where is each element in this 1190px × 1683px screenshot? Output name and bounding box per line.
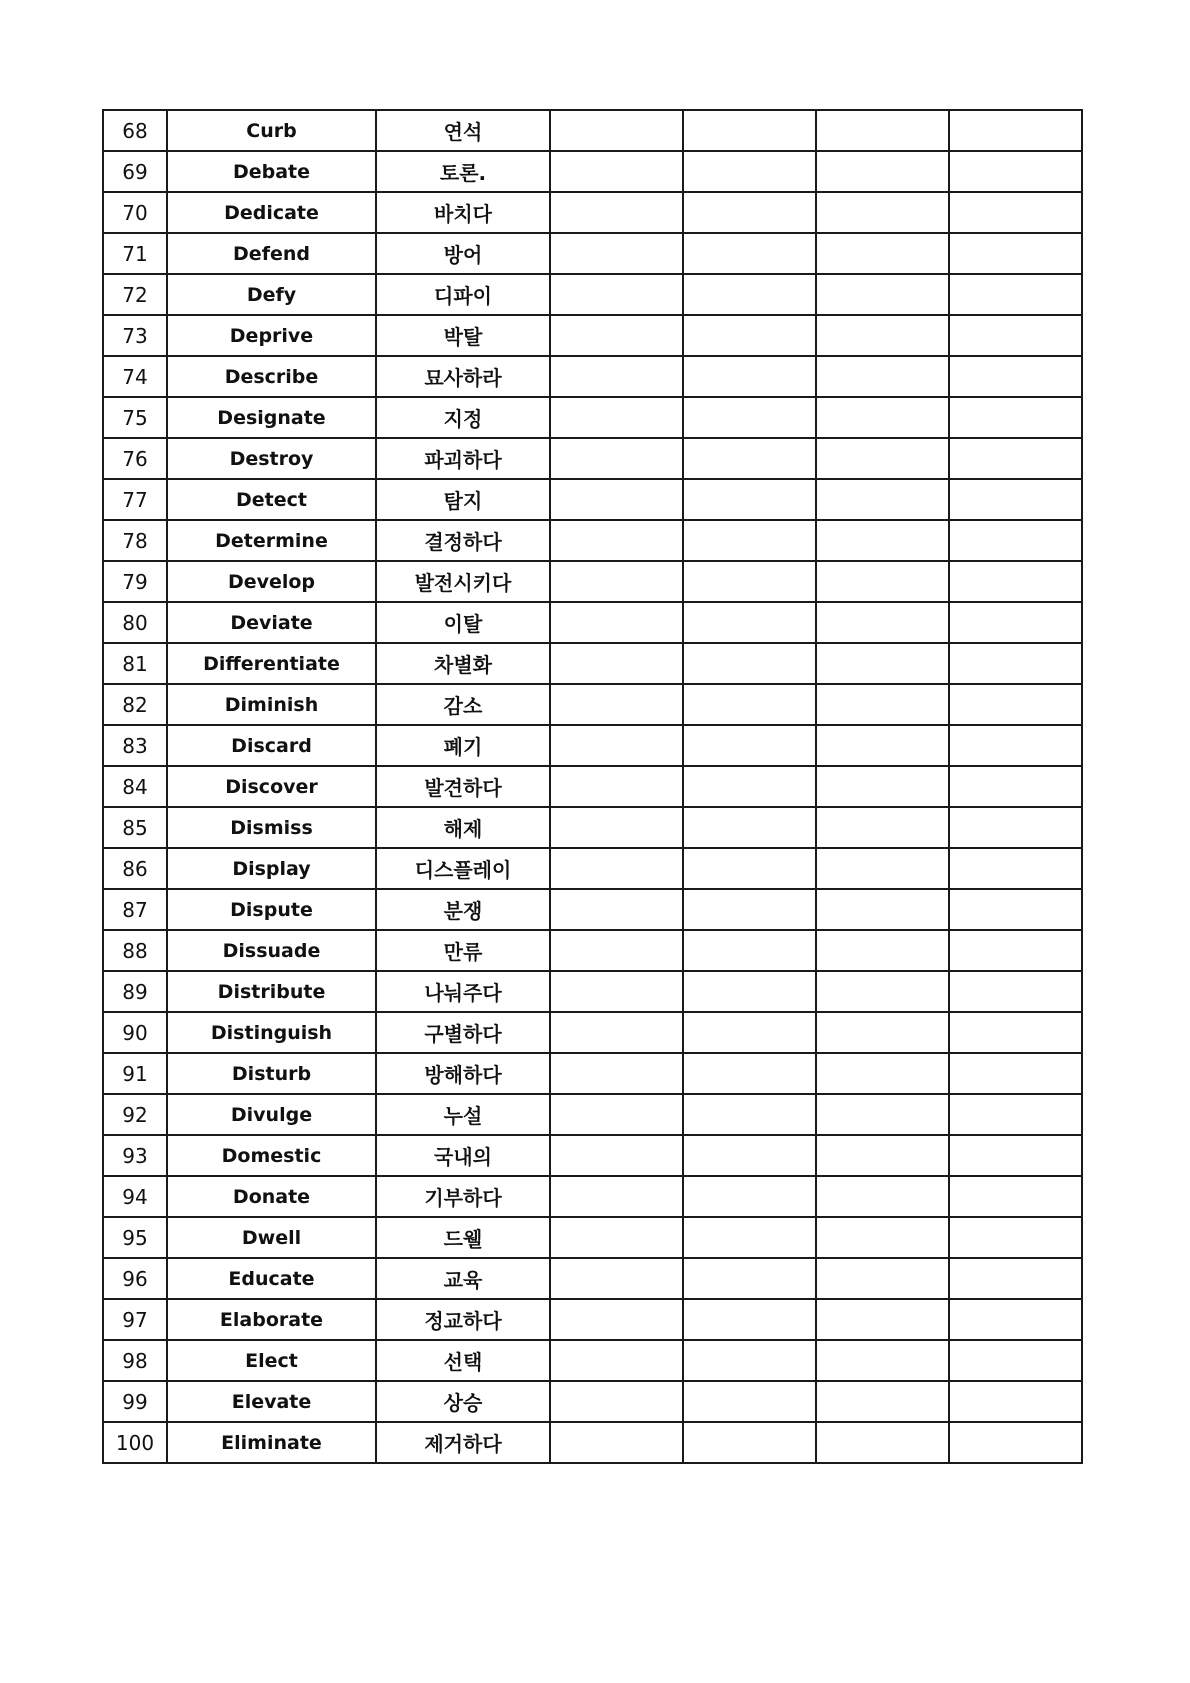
row-number: 79: [103, 561, 167, 602]
blank-practice-cell: [949, 479, 1082, 520]
blank-practice-cell: [816, 1135, 949, 1176]
english-word: Discover: [167, 766, 376, 807]
blank-practice-cell: [949, 602, 1082, 643]
blank-practice-cell: [816, 971, 949, 1012]
blank-practice-cell: [683, 1012, 816, 1053]
table-row: [103, 479, 1082, 520]
blank-practice-cell: [683, 1299, 816, 1340]
korean-meaning: 파괴하다: [376, 438, 550, 479]
row-number: 86: [103, 848, 167, 889]
english-word: Dwell: [167, 1217, 376, 1258]
blank-practice-cell: [683, 684, 816, 725]
table-row: [103, 233, 1082, 274]
blank-practice-cell: [949, 848, 1082, 889]
blank-practice-cell: [683, 889, 816, 930]
korean-meaning: 디파이: [376, 274, 550, 315]
english-word: Elaborate: [167, 1299, 376, 1340]
korean-meaning: 발전시키다: [376, 561, 550, 602]
korean-meaning: 차별화: [376, 643, 550, 684]
row-number: 95: [103, 1217, 167, 1258]
blank-practice-cell: [550, 848, 683, 889]
row-number: 99: [103, 1381, 167, 1422]
table-row: [103, 110, 1082, 151]
blank-practice-cell: [949, 684, 1082, 725]
blank-practice-cell: [949, 643, 1082, 684]
table-row: [103, 397, 1082, 438]
blank-practice-cell: [683, 1258, 816, 1299]
english-word: Divulge: [167, 1094, 376, 1135]
korean-meaning: 구별하다: [376, 1012, 550, 1053]
blank-practice-cell: [949, 1135, 1082, 1176]
table-row: [103, 1176, 1082, 1217]
table-row: [103, 1258, 1082, 1299]
blank-practice-cell: [683, 766, 816, 807]
blank-practice-cell: [683, 561, 816, 602]
blank-practice-cell: [683, 356, 816, 397]
blank-practice-cell: [816, 1258, 949, 1299]
blank-practice-cell: [816, 110, 949, 151]
english-word: Develop: [167, 561, 376, 602]
blank-practice-cell: [949, 1258, 1082, 1299]
blank-practice-cell: [683, 807, 816, 848]
english-word: Domestic: [167, 1135, 376, 1176]
korean-meaning: 묘사하라: [376, 356, 550, 397]
korean-meaning: 누설: [376, 1094, 550, 1135]
english-word: Diminish: [167, 684, 376, 725]
blank-practice-cell: [816, 479, 949, 520]
blank-practice-cell: [949, 1094, 1082, 1135]
blank-practice-cell: [949, 315, 1082, 356]
blank-practice-cell: [683, 1135, 816, 1176]
blank-practice-cell: [683, 1340, 816, 1381]
blank-practice-cell: [683, 315, 816, 356]
english-word: Elect: [167, 1340, 376, 1381]
korean-meaning: 선택: [376, 1340, 550, 1381]
blank-practice-cell: [949, 561, 1082, 602]
blank-practice-cell: [949, 110, 1082, 151]
blank-practice-cell: [949, 397, 1082, 438]
blank-practice-cell: [816, 1381, 949, 1422]
korean-meaning: 디스플레이: [376, 848, 550, 889]
english-word: Dispute: [167, 889, 376, 930]
english-word: Dissuade: [167, 930, 376, 971]
table-row: [103, 1422, 1082, 1463]
blank-practice-cell: [550, 561, 683, 602]
blank-practice-cell: [550, 356, 683, 397]
blank-practice-cell: [816, 561, 949, 602]
table-row: [103, 1053, 1082, 1094]
blank-practice-cell: [816, 233, 949, 274]
blank-practice-cell: [683, 971, 816, 1012]
korean-meaning: 연석: [376, 110, 550, 151]
blank-practice-cell: [816, 1012, 949, 1053]
blank-practice-cell: [550, 971, 683, 1012]
blank-practice-cell: [683, 274, 816, 315]
blank-practice-cell: [683, 725, 816, 766]
blank-practice-cell: [949, 1381, 1082, 1422]
blank-practice-cell: [816, 930, 949, 971]
row-number: 72: [103, 274, 167, 315]
blank-practice-cell: [949, 889, 1082, 930]
blank-practice-cell: [949, 520, 1082, 561]
blank-practice-cell: [816, 725, 949, 766]
blank-practice-cell: [550, 1176, 683, 1217]
blank-practice-cell: [550, 684, 683, 725]
blank-practice-cell: [550, 397, 683, 438]
table-row: [103, 725, 1082, 766]
table-row: [103, 561, 1082, 602]
blank-practice-cell: [816, 848, 949, 889]
table-row: [103, 1094, 1082, 1135]
english-word: Describe: [167, 356, 376, 397]
blank-practice-cell: [683, 397, 816, 438]
blank-practice-cell: [816, 1094, 949, 1135]
table-row: [103, 971, 1082, 1012]
blank-practice-cell: [550, 807, 683, 848]
blank-practice-cell: [816, 684, 949, 725]
blank-practice-cell: [949, 356, 1082, 397]
korean-meaning: 감소: [376, 684, 550, 725]
blank-practice-cell: [550, 315, 683, 356]
blank-practice-cell: [683, 1053, 816, 1094]
table-row: [103, 889, 1082, 930]
blank-practice-cell: [550, 274, 683, 315]
english-word: Defy: [167, 274, 376, 315]
row-number: 81: [103, 643, 167, 684]
row-number: 87: [103, 889, 167, 930]
blank-practice-cell: [550, 1422, 683, 1463]
blank-practice-cell: [816, 1053, 949, 1094]
table-row: [103, 356, 1082, 397]
blank-practice-cell: [949, 192, 1082, 233]
table-row: [103, 151, 1082, 192]
blank-practice-cell: [683, 1217, 816, 1258]
blank-practice-cell: [683, 438, 816, 479]
row-number: 74: [103, 356, 167, 397]
blank-practice-cell: [550, 725, 683, 766]
table-row: [103, 602, 1082, 643]
blank-practice-cell: [816, 1176, 949, 1217]
row-number: 83: [103, 725, 167, 766]
english-word: Elevate: [167, 1381, 376, 1422]
korean-meaning: 발견하다: [376, 766, 550, 807]
blank-practice-cell: [550, 1299, 683, 1340]
blank-practice-cell: [683, 848, 816, 889]
row-number: 88: [103, 930, 167, 971]
blank-practice-cell: [550, 1381, 683, 1422]
blank-practice-cell: [550, 643, 683, 684]
blank-practice-cell: [550, 1135, 683, 1176]
blank-practice-cell: [816, 274, 949, 315]
english-word: Distinguish: [167, 1012, 376, 1053]
table-row: [103, 643, 1082, 684]
blank-practice-cell: [550, 1258, 683, 1299]
english-word: Differentiate: [167, 643, 376, 684]
korean-meaning: 제거하다: [376, 1422, 550, 1463]
row-number: 71: [103, 233, 167, 274]
row-number: 100: [103, 1422, 167, 1463]
blank-practice-cell: [949, 725, 1082, 766]
korean-meaning: 기부하다: [376, 1176, 550, 1217]
blank-practice-cell: [949, 438, 1082, 479]
blank-practice-cell: [816, 1299, 949, 1340]
row-number: 82: [103, 684, 167, 725]
vocabulary-table-body: [103, 110, 1082, 1463]
korean-meaning: 상승: [376, 1381, 550, 1422]
blank-practice-cell: [683, 602, 816, 643]
blank-practice-cell: [683, 1381, 816, 1422]
english-word: Curb: [167, 110, 376, 151]
blank-practice-cell: [550, 1012, 683, 1053]
blank-practice-cell: [683, 110, 816, 151]
blank-practice-cell: [550, 1094, 683, 1135]
table-row: [103, 438, 1082, 479]
row-number: 91: [103, 1053, 167, 1094]
table-row: [103, 807, 1082, 848]
blank-practice-cell: [949, 1012, 1082, 1053]
blank-practice-cell: [550, 110, 683, 151]
english-word: Destroy: [167, 438, 376, 479]
blank-practice-cell: [816, 151, 949, 192]
english-word: Disturb: [167, 1053, 376, 1094]
korean-meaning: 해제: [376, 807, 550, 848]
korean-meaning: 국내의: [376, 1135, 550, 1176]
blank-practice-cell: [816, 1217, 949, 1258]
korean-meaning: 교육: [376, 1258, 550, 1299]
table-row: [103, 520, 1082, 561]
blank-practice-cell: [949, 971, 1082, 1012]
row-number: 73: [103, 315, 167, 356]
blank-practice-cell: [949, 274, 1082, 315]
blank-practice-cell: [949, 1053, 1082, 1094]
blank-practice-cell: [683, 930, 816, 971]
table-row: [103, 1299, 1082, 1340]
blank-practice-cell: [949, 930, 1082, 971]
table-row: [103, 930, 1082, 971]
row-number: 93: [103, 1135, 167, 1176]
table-row: [103, 1217, 1082, 1258]
row-number: 77: [103, 479, 167, 520]
english-word: Dismiss: [167, 807, 376, 848]
blank-practice-cell: [816, 643, 949, 684]
table-row: [103, 1135, 1082, 1176]
blank-practice-cell: [550, 766, 683, 807]
row-number: 80: [103, 602, 167, 643]
row-number: 94: [103, 1176, 167, 1217]
row-number: 98: [103, 1340, 167, 1381]
row-number: 75: [103, 397, 167, 438]
row-number: 78: [103, 520, 167, 561]
english-word: Deviate: [167, 602, 376, 643]
blank-practice-cell: [816, 766, 949, 807]
blank-practice-cell: [949, 766, 1082, 807]
row-number: 97: [103, 1299, 167, 1340]
blank-practice-cell: [816, 889, 949, 930]
blank-practice-cell: [550, 192, 683, 233]
blank-practice-cell: [683, 520, 816, 561]
table-row: [103, 848, 1082, 889]
blank-practice-cell: [816, 520, 949, 561]
blank-practice-cell: [816, 1340, 949, 1381]
table-row: [103, 1012, 1082, 1053]
vocabulary-table: [102, 109, 1083, 1464]
korean-meaning: 지정: [376, 397, 550, 438]
row-number: 70: [103, 192, 167, 233]
english-word: Defend: [167, 233, 376, 274]
english-word: Discard: [167, 725, 376, 766]
korean-meaning: 결정하다: [376, 520, 550, 561]
blank-practice-cell: [949, 151, 1082, 192]
blank-practice-cell: [550, 151, 683, 192]
korean-meaning: 박탈: [376, 315, 550, 356]
row-number: 96: [103, 1258, 167, 1299]
blank-practice-cell: [683, 643, 816, 684]
blank-practice-cell: [683, 1094, 816, 1135]
blank-practice-cell: [550, 1340, 683, 1381]
blank-practice-cell: [816, 397, 949, 438]
blank-practice-cell: [816, 438, 949, 479]
row-number: 90: [103, 1012, 167, 1053]
blank-practice-cell: [816, 192, 949, 233]
blank-practice-cell: [550, 1053, 683, 1094]
blank-practice-cell: [683, 1176, 816, 1217]
korean-meaning: 만류: [376, 930, 550, 971]
row-number: 68: [103, 110, 167, 151]
blank-practice-cell: [683, 151, 816, 192]
blank-practice-cell: [816, 1422, 949, 1463]
table-row: [103, 684, 1082, 725]
english-word: Dedicate: [167, 192, 376, 233]
row-number: 89: [103, 971, 167, 1012]
table-row: [103, 274, 1082, 315]
korean-meaning: 폐기: [376, 725, 550, 766]
table-row: [103, 315, 1082, 356]
blank-practice-cell: [683, 479, 816, 520]
row-number: 76: [103, 438, 167, 479]
english-word: Detect: [167, 479, 376, 520]
table-row: [103, 1340, 1082, 1381]
blank-practice-cell: [949, 1340, 1082, 1381]
korean-meaning: 드웰: [376, 1217, 550, 1258]
blank-practice-cell: [550, 479, 683, 520]
korean-meaning: 방어: [376, 233, 550, 274]
row-number: 92: [103, 1094, 167, 1135]
korean-meaning: 토론.: [376, 151, 550, 192]
table-row: [103, 1381, 1082, 1422]
table-row: [103, 192, 1082, 233]
korean-meaning: 분쟁: [376, 889, 550, 930]
blank-practice-cell: [683, 192, 816, 233]
blank-practice-cell: [550, 889, 683, 930]
blank-practice-cell: [949, 233, 1082, 274]
korean-meaning: 이탈: [376, 602, 550, 643]
blank-practice-cell: [550, 1217, 683, 1258]
english-word: Eliminate: [167, 1422, 376, 1463]
english-word: Debate: [167, 151, 376, 192]
blank-practice-cell: [949, 1422, 1082, 1463]
blank-practice-cell: [550, 438, 683, 479]
row-number: 85: [103, 807, 167, 848]
english-word: Educate: [167, 1258, 376, 1299]
blank-practice-cell: [816, 807, 949, 848]
blank-practice-cell: [949, 1217, 1082, 1258]
english-word: Designate: [167, 397, 376, 438]
korean-meaning: 정교하다: [376, 1299, 550, 1340]
english-word: Determine: [167, 520, 376, 561]
blank-practice-cell: [949, 1176, 1082, 1217]
blank-practice-cell: [949, 1299, 1082, 1340]
blank-practice-cell: [816, 602, 949, 643]
blank-practice-cell: [683, 1422, 816, 1463]
row-number: 69: [103, 151, 167, 192]
korean-meaning: 탐지: [376, 479, 550, 520]
blank-practice-cell: [816, 356, 949, 397]
blank-practice-cell: [550, 930, 683, 971]
korean-meaning: 바치다: [376, 192, 550, 233]
english-word: Distribute: [167, 971, 376, 1012]
blank-practice-cell: [816, 315, 949, 356]
blank-practice-cell: [550, 602, 683, 643]
blank-practice-cell: [550, 520, 683, 561]
english-word: Donate: [167, 1176, 376, 1217]
row-number: 84: [103, 766, 167, 807]
table-row: [103, 766, 1082, 807]
english-word: Deprive: [167, 315, 376, 356]
blank-practice-cell: [949, 807, 1082, 848]
blank-practice-cell: [683, 233, 816, 274]
blank-practice-cell: [550, 233, 683, 274]
korean-meaning: 나눠주다: [376, 971, 550, 1012]
korean-meaning: 방해하다: [376, 1053, 550, 1094]
english-word: Display: [167, 848, 376, 889]
